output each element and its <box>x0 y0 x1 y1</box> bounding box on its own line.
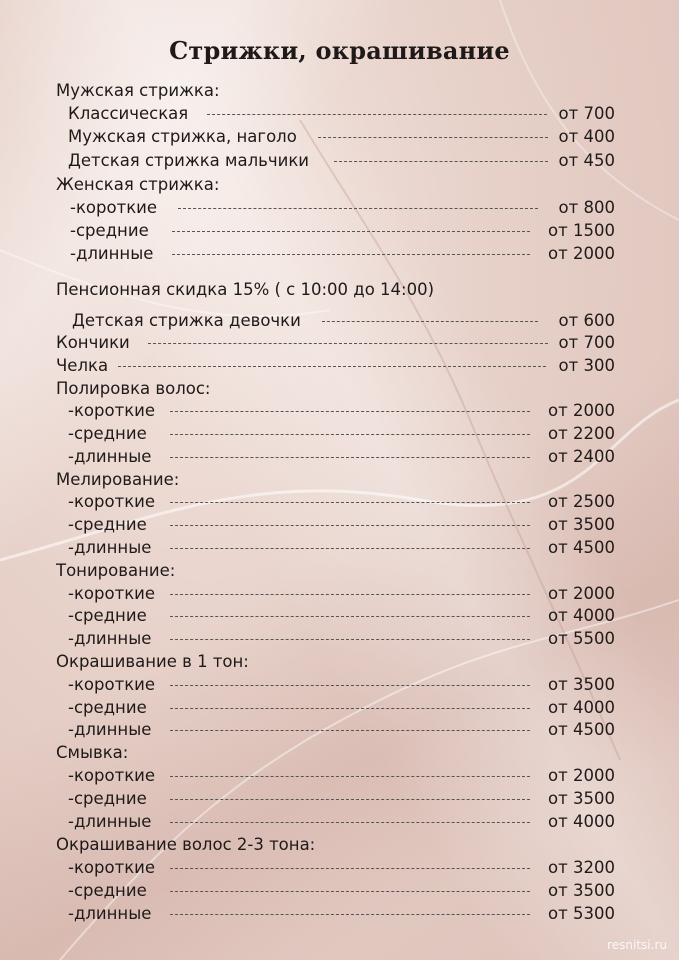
section-heading-toning: Тонирование: <box>56 561 176 580</box>
service-price: от 800 <box>558 198 615 217</box>
service-price: от 3500 <box>548 515 615 534</box>
service-label: -короткие <box>68 675 156 694</box>
leader-dots <box>172 231 530 232</box>
service-label: -средние <box>68 789 147 808</box>
leader-dots <box>172 254 530 255</box>
section-heading-multi-tone: Окрашивание волос 2-3 тона: <box>56 835 316 854</box>
price-row <box>0 514 679 536</box>
price-row <box>0 903 679 925</box>
leader-dots <box>178 208 538 209</box>
service-label: Челка <box>56 356 109 375</box>
service-label: Классическая <box>68 104 189 123</box>
leader-dots <box>170 525 530 526</box>
price-row <box>0 765 679 787</box>
price-row <box>0 355 679 377</box>
service-price: от 400 <box>558 127 615 146</box>
service-price: от 5300 <box>548 904 615 923</box>
service-price: от 2000 <box>548 766 615 785</box>
service-price: от 3200 <box>548 858 615 877</box>
service-price: от 1500 <box>548 221 615 240</box>
leader-dots <box>170 891 530 892</box>
service-price: от 450 <box>558 151 615 170</box>
pension-discount-note: Пенсионная скидка 15% ( с 10:00 до 14:00) <box>56 280 435 299</box>
leader-dots <box>118 366 546 367</box>
service-label: Кончики <box>56 333 130 352</box>
price-row <box>0 697 679 719</box>
section-heading-men: Мужская стрижка: <box>56 81 220 100</box>
leader-dots <box>170 411 530 412</box>
section-heading-highlight: Мелирование: <box>56 470 180 489</box>
leader-dots <box>170 868 530 869</box>
price-row <box>0 605 679 627</box>
price-row <box>0 719 679 741</box>
service-price: от 700 <box>558 104 615 123</box>
service-price: от 4500 <box>548 538 615 557</box>
leader-dots <box>170 548 530 549</box>
price-row <box>0 857 679 879</box>
leader-dots <box>170 776 530 777</box>
service-label: -средние <box>68 881 147 900</box>
service-price: от 4500 <box>548 720 615 739</box>
price-row <box>0 628 679 650</box>
service-label: Детская стрижка девочки <box>72 311 301 330</box>
leader-dots <box>170 914 530 915</box>
service-label: -длинные <box>68 720 152 739</box>
service-price: от 4000 <box>548 812 615 831</box>
service-label: Детская стрижка мальчики <box>68 151 310 170</box>
price-row <box>0 423 679 445</box>
section-heading-wash: Смывка: <box>56 743 129 762</box>
section-heading-one-tone: Окрашивание в 1 тон: <box>56 652 249 671</box>
service-price: от 2200 <box>548 424 615 443</box>
price-row <box>0 811 679 833</box>
price-row <box>0 400 679 422</box>
service-price: от 300 <box>558 356 615 375</box>
price-row <box>0 220 679 242</box>
leader-dots <box>170 457 530 458</box>
service-label: -короткие <box>70 198 158 217</box>
service-price: от 2500 <box>548 492 615 511</box>
service-price: от 4000 <box>548 698 615 717</box>
service-price: от 2000 <box>548 401 615 420</box>
price-row <box>0 491 679 513</box>
section-heading-women: Женская стрижка: <box>56 175 220 194</box>
service-label: -короткие <box>68 492 156 511</box>
service-label: -длинные <box>68 904 152 923</box>
leader-dots <box>170 799 530 800</box>
leader-dots <box>148 343 548 344</box>
service-price: от 3500 <box>548 675 615 694</box>
price-row <box>0 243 679 265</box>
leader-dots <box>170 434 530 435</box>
leader-dots <box>170 502 530 503</box>
price-row <box>0 126 679 148</box>
leader-dots <box>170 730 530 731</box>
service-label: -длинные <box>68 629 152 648</box>
leader-dots <box>170 822 530 823</box>
service-label: -длинные <box>68 812 152 831</box>
page-title: Стрижки, окрашивание <box>169 36 510 65</box>
price-row <box>0 537 679 559</box>
service-label: -средние <box>68 515 147 534</box>
leader-dots <box>334 161 548 162</box>
price-row <box>0 332 679 354</box>
service-label: -короткие <box>68 584 156 603</box>
leader-dots <box>170 594 530 595</box>
price-row <box>0 583 679 605</box>
service-label: -средние <box>68 698 147 717</box>
price-row <box>0 197 679 219</box>
service-label: -средние <box>70 221 149 240</box>
price-row <box>0 674 679 696</box>
service-label: -длинные <box>68 538 152 557</box>
leader-dots <box>318 137 548 138</box>
service-price: от 3500 <box>548 789 615 808</box>
price-row <box>0 880 679 902</box>
leader-dots <box>170 708 530 709</box>
service-label: -средние <box>68 606 147 625</box>
service-label: -короткие <box>68 766 156 785</box>
service-price: от 5500 <box>548 629 615 648</box>
service-price: от 3500 <box>548 881 615 900</box>
price-row <box>0 103 679 125</box>
leader-dots <box>170 685 530 686</box>
service-label: -длинные <box>68 447 152 466</box>
leader-dots <box>170 639 530 640</box>
service-label: -длинные <box>70 244 154 263</box>
service-price: от 2000 <box>548 244 615 263</box>
service-label: -средние <box>68 424 147 443</box>
service-price: от 600 <box>558 311 615 330</box>
watermark: resnitsi.ru <box>607 938 667 952</box>
service-label: -короткие <box>68 401 156 420</box>
service-label: -короткие <box>68 858 156 877</box>
service-price: от 4000 <box>548 606 615 625</box>
leader-dots <box>207 114 547 115</box>
service-price: от 700 <box>558 333 615 352</box>
price-row <box>0 788 679 810</box>
service-price: от 2000 <box>548 584 615 603</box>
price-row <box>0 150 679 172</box>
price-row <box>0 310 679 332</box>
leader-dots <box>170 616 530 617</box>
section-heading-polishing: Полировка волос: <box>56 379 211 398</box>
service-price: от 2400 <box>548 447 615 466</box>
service-label: Мужская стрижка, наголо <box>68 127 297 146</box>
price-row <box>0 446 679 468</box>
leader-dots <box>322 321 538 322</box>
